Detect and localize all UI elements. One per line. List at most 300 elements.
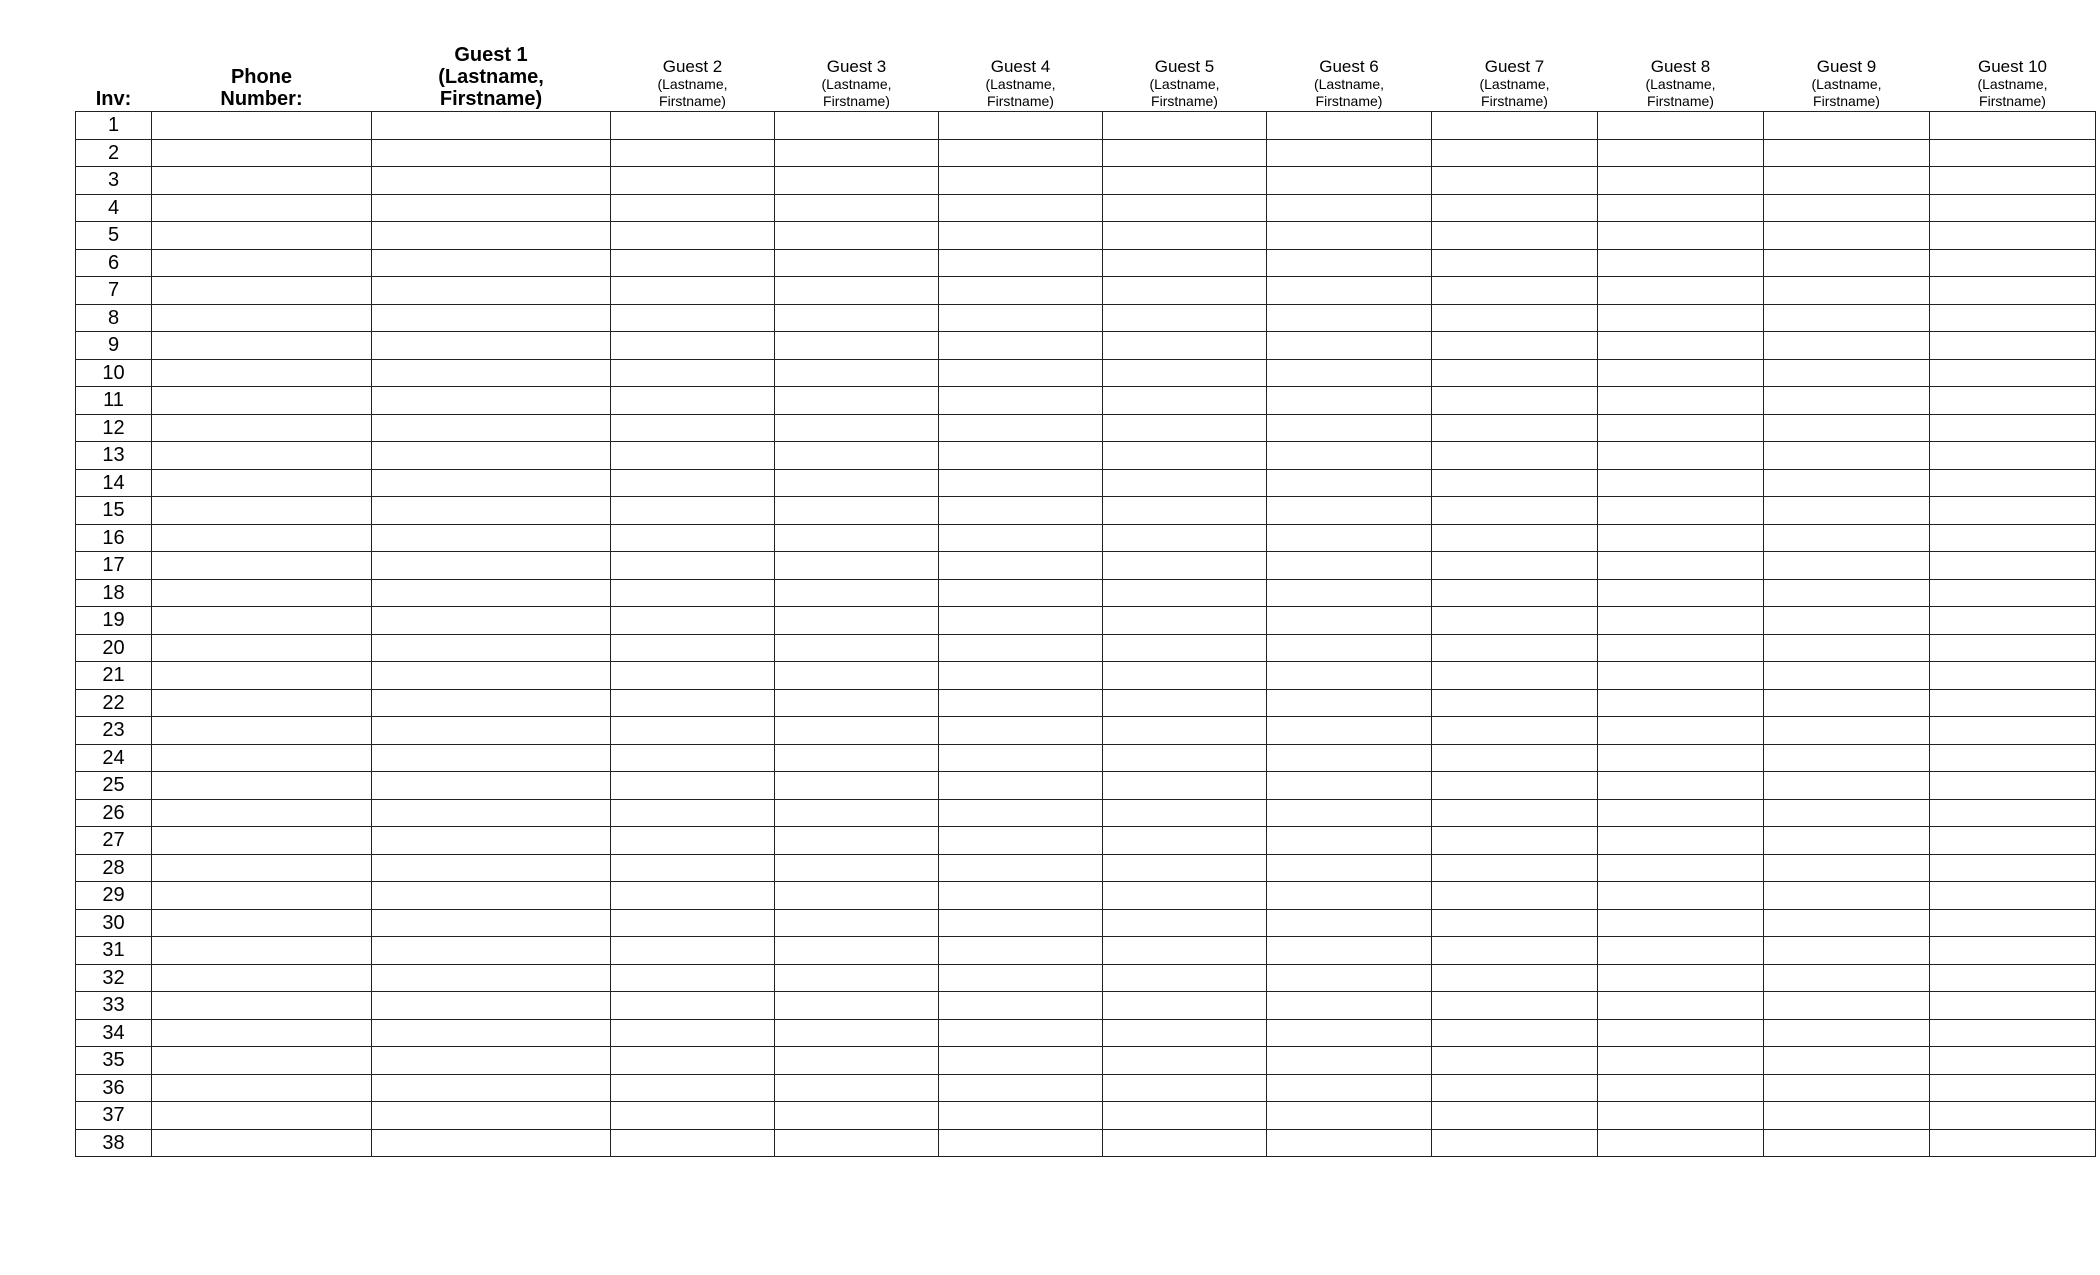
guest-cell[interactable] <box>1930 579 2096 607</box>
guest-cell[interactable] <box>775 1047 939 1075</box>
guest-cell[interactable] <box>1930 662 2096 690</box>
guest-cell[interactable] <box>1432 827 1598 855</box>
guest-cell[interactable] <box>1764 827 1930 855</box>
guest-cell[interactable] <box>1432 194 1598 222</box>
guest-cell[interactable] <box>1432 607 1598 635</box>
guest-cell[interactable] <box>775 524 939 552</box>
guest-cell[interactable] <box>1930 799 2096 827</box>
guest-cell[interactable] <box>1267 634 1432 662</box>
guest-cell[interactable] <box>1764 689 1930 717</box>
guest-cell[interactable] <box>1598 414 1764 442</box>
guest-cell[interactable] <box>775 744 939 772</box>
guest-cell[interactable] <box>1930 469 2096 497</box>
guest-cell[interactable] <box>1267 524 1432 552</box>
guest-cell[interactable] <box>939 442 1103 470</box>
guest-cell[interactable] <box>1432 772 1598 800</box>
guest-cell[interactable] <box>1267 937 1432 965</box>
guest-cell[interactable] <box>1103 1047 1267 1075</box>
phone-cell[interactable] <box>152 469 372 497</box>
guest-cell[interactable] <box>372 277 611 305</box>
guest-cell[interactable] <box>1764 607 1930 635</box>
guest-cell[interactable] <box>775 167 939 195</box>
guest-cell[interactable] <box>1432 854 1598 882</box>
guest-cell[interactable] <box>611 112 775 140</box>
guest-cell[interactable] <box>775 579 939 607</box>
guest-cell[interactable] <box>939 634 1103 662</box>
guest-cell[interactable] <box>1103 414 1267 442</box>
guest-cell[interactable] <box>775 799 939 827</box>
phone-cell[interactable] <box>152 387 372 415</box>
guest-cell[interactable] <box>1598 359 1764 387</box>
guest-cell[interactable] <box>775 332 939 360</box>
guest-cell[interactable] <box>1103 497 1267 525</box>
guest-cell[interactable] <box>939 799 1103 827</box>
guest-cell[interactable] <box>1103 827 1267 855</box>
phone-cell[interactable] <box>152 222 372 250</box>
guest-cell[interactable] <box>1598 1074 1764 1102</box>
guest-cell[interactable] <box>1267 992 1432 1020</box>
guest-cell[interactable] <box>1598 937 1764 965</box>
guest-cell[interactable] <box>1598 249 1764 277</box>
guest-cell[interactable] <box>1103 909 1267 937</box>
guest-cell[interactable] <box>1267 139 1432 167</box>
phone-cell[interactable] <box>152 607 372 635</box>
guest-cell[interactable] <box>372 194 611 222</box>
guest-cell[interactable] <box>1598 607 1764 635</box>
guest-cell[interactable] <box>1930 304 2096 332</box>
guest-cell[interactable] <box>611 634 775 662</box>
guest-cell[interactable] <box>1432 799 1598 827</box>
guest-cell[interactable] <box>1432 442 1598 470</box>
guest-cell[interactable] <box>939 1047 1103 1075</box>
guest-cell[interactable] <box>1764 387 1930 415</box>
guest-cell[interactable] <box>611 524 775 552</box>
guest-cell[interactable] <box>611 717 775 745</box>
guest-cell[interactable] <box>775 937 939 965</box>
guest-cell[interactable] <box>1432 717 1598 745</box>
guest-cell[interactable] <box>1598 552 1764 580</box>
guest-cell[interactable] <box>1764 139 1930 167</box>
guest-cell[interactable] <box>611 304 775 332</box>
phone-cell[interactable] <box>152 414 372 442</box>
guest-cell[interactable] <box>775 772 939 800</box>
guest-cell[interactable] <box>1764 552 1930 580</box>
guest-cell[interactable] <box>1764 964 1930 992</box>
guest-cell[interactable] <box>1764 717 1930 745</box>
guest-cell[interactable] <box>1267 1019 1432 1047</box>
guest-cell[interactable] <box>372 1102 611 1130</box>
guest-cell[interactable] <box>611 607 775 635</box>
guest-cell[interactable] <box>372 992 611 1020</box>
guest-cell[interactable] <box>1267 772 1432 800</box>
guest-cell[interactable] <box>372 222 611 250</box>
guest-cell[interactable] <box>1764 112 1930 140</box>
guest-cell[interactable] <box>1598 579 1764 607</box>
guest-cell[interactable] <box>1103 772 1267 800</box>
guest-cell[interactable] <box>372 772 611 800</box>
guest-cell[interactable] <box>1598 222 1764 250</box>
guest-cell[interactable] <box>611 359 775 387</box>
guest-cell[interactable] <box>1598 882 1764 910</box>
guest-cell[interactable] <box>1930 634 2096 662</box>
guest-cell[interactable] <box>1930 909 2096 937</box>
guest-cell[interactable] <box>1930 607 2096 635</box>
phone-cell[interactable] <box>152 139 372 167</box>
guest-cell[interactable] <box>611 1102 775 1130</box>
guest-cell[interactable] <box>611 1047 775 1075</box>
guest-cell[interactable] <box>1930 387 2096 415</box>
guest-cell[interactable] <box>939 332 1103 360</box>
guest-cell[interactable] <box>1103 552 1267 580</box>
phone-cell[interactable] <box>152 992 372 1020</box>
guest-cell[interactable] <box>939 579 1103 607</box>
phone-cell[interactable] <box>152 634 372 662</box>
guest-cell[interactable] <box>1598 304 1764 332</box>
guest-cell[interactable] <box>1930 497 2096 525</box>
guest-cell[interactable] <box>372 442 611 470</box>
guest-cell[interactable] <box>1103 882 1267 910</box>
guest-cell[interactable] <box>1598 277 1764 305</box>
guest-cell[interactable] <box>1930 524 2096 552</box>
guest-cell[interactable] <box>1267 194 1432 222</box>
guest-cell[interactable] <box>1267 222 1432 250</box>
guest-cell[interactable] <box>611 277 775 305</box>
guest-cell[interactable] <box>775 304 939 332</box>
guest-cell[interactable] <box>1267 249 1432 277</box>
guest-cell[interactable] <box>939 937 1103 965</box>
guest-cell[interactable] <box>372 249 611 277</box>
guest-cell[interactable] <box>1764 1047 1930 1075</box>
guest-cell[interactable] <box>1267 607 1432 635</box>
guest-cell[interactable] <box>372 827 611 855</box>
guest-cell[interactable] <box>1432 1074 1598 1102</box>
guest-cell[interactable] <box>1432 909 1598 937</box>
guest-cell[interactable] <box>939 167 1103 195</box>
guest-cell[interactable] <box>1267 717 1432 745</box>
phone-cell[interactable] <box>152 827 372 855</box>
guest-cell[interactable] <box>775 442 939 470</box>
guest-cell[interactable] <box>372 717 611 745</box>
guest-cell[interactable] <box>939 222 1103 250</box>
guest-cell[interactable] <box>1930 1047 2096 1075</box>
guest-cell[interactable] <box>1267 552 1432 580</box>
guest-cell[interactable] <box>775 882 939 910</box>
guest-cell[interactable] <box>611 497 775 525</box>
guest-cell[interactable] <box>939 992 1103 1020</box>
guest-cell[interactable] <box>1103 249 1267 277</box>
guest-cell[interactable] <box>1103 139 1267 167</box>
guest-cell[interactable] <box>372 937 611 965</box>
guest-cell[interactable] <box>775 1019 939 1047</box>
guest-cell[interactable] <box>775 552 939 580</box>
phone-cell[interactable] <box>152 442 372 470</box>
phone-cell[interactable] <box>152 689 372 717</box>
guest-cell[interactable] <box>939 194 1103 222</box>
guest-cell[interactable] <box>611 139 775 167</box>
guest-cell[interactable] <box>1103 277 1267 305</box>
guest-cell[interactable] <box>775 964 939 992</box>
phone-cell[interactable] <box>152 1074 372 1102</box>
guest-cell[interactable] <box>1930 964 2096 992</box>
guest-cell[interactable] <box>1764 799 1930 827</box>
guest-cell[interactable] <box>1930 359 2096 387</box>
guest-cell[interactable] <box>1432 387 1598 415</box>
guest-cell[interactable] <box>611 992 775 1020</box>
guest-cell[interactable] <box>1103 854 1267 882</box>
phone-cell[interactable] <box>152 744 372 772</box>
guest-cell[interactable] <box>1764 579 1930 607</box>
guest-cell[interactable] <box>939 689 1103 717</box>
guest-cell[interactable] <box>1103 359 1267 387</box>
guest-cell[interactable] <box>1432 937 1598 965</box>
guest-cell[interactable] <box>939 359 1103 387</box>
guest-cell[interactable] <box>1267 387 1432 415</box>
guest-cell[interactable] <box>1432 359 1598 387</box>
guest-cell[interactable] <box>1267 882 1432 910</box>
guest-cell[interactable] <box>1432 634 1598 662</box>
guest-cell[interactable] <box>372 359 611 387</box>
guest-cell[interactable] <box>1598 469 1764 497</box>
guest-cell[interactable] <box>1598 717 1764 745</box>
guest-cell[interactable] <box>1764 469 1930 497</box>
guest-cell[interactable] <box>1930 772 2096 800</box>
guest-cell[interactable] <box>939 277 1103 305</box>
guest-cell[interactable] <box>1598 992 1764 1020</box>
guest-cell[interactable] <box>1432 1129 1598 1157</box>
guest-cell[interactable] <box>1103 222 1267 250</box>
guest-cell[interactable] <box>775 909 939 937</box>
guest-cell[interactable] <box>611 799 775 827</box>
guest-cell[interactable] <box>1598 827 1764 855</box>
guest-cell[interactable] <box>1432 964 1598 992</box>
guest-cell[interactable] <box>372 1047 611 1075</box>
guest-cell[interactable] <box>939 827 1103 855</box>
guest-cell[interactable] <box>1432 882 1598 910</box>
guest-cell[interactable] <box>1598 964 1764 992</box>
guest-cell[interactable] <box>775 1129 939 1157</box>
phone-cell[interactable] <box>152 717 372 745</box>
guest-cell[interactable] <box>1267 1102 1432 1130</box>
guest-cell[interactable] <box>372 882 611 910</box>
guest-cell[interactable] <box>611 387 775 415</box>
guest-cell[interactable] <box>1103 194 1267 222</box>
phone-cell[interactable] <box>152 277 372 305</box>
guest-cell[interactable] <box>939 1019 1103 1047</box>
guest-cell[interactable] <box>1103 937 1267 965</box>
guest-cell[interactable] <box>1764 359 1930 387</box>
guest-cell[interactable] <box>939 744 1103 772</box>
guest-cell[interactable] <box>1930 1019 2096 1047</box>
guest-cell[interactable] <box>1432 689 1598 717</box>
guest-cell[interactable] <box>1598 167 1764 195</box>
guest-cell[interactable] <box>1598 854 1764 882</box>
guest-cell[interactable] <box>1930 744 2096 772</box>
guest-cell[interactable] <box>1267 332 1432 360</box>
guest-cell[interactable] <box>939 414 1103 442</box>
guest-cell[interactable] <box>1432 469 1598 497</box>
guest-cell[interactable] <box>611 689 775 717</box>
guest-cell[interactable] <box>611 1074 775 1102</box>
guest-cell[interactable] <box>775 689 939 717</box>
guest-cell[interactable] <box>1103 524 1267 552</box>
guest-cell[interactable] <box>775 194 939 222</box>
guest-cell[interactable] <box>775 112 939 140</box>
guest-cell[interactable] <box>1598 772 1764 800</box>
guest-cell[interactable] <box>939 717 1103 745</box>
guest-cell[interactable] <box>1764 772 1930 800</box>
guest-cell[interactable] <box>775 854 939 882</box>
guest-cell[interactable] <box>939 387 1103 415</box>
guest-cell[interactable] <box>775 414 939 442</box>
guest-cell[interactable] <box>775 249 939 277</box>
guest-cell[interactable] <box>611 1019 775 1047</box>
guest-cell[interactable] <box>939 964 1103 992</box>
guest-cell[interactable] <box>372 387 611 415</box>
guest-cell[interactable] <box>1432 579 1598 607</box>
guest-cell[interactable] <box>372 469 611 497</box>
guest-cell[interactable] <box>1930 332 2096 360</box>
guest-cell[interactable] <box>1103 112 1267 140</box>
phone-cell[interactable] <box>152 359 372 387</box>
guest-cell[interactable] <box>1764 937 1930 965</box>
guest-cell[interactable] <box>372 689 611 717</box>
guest-cell[interactable] <box>1267 854 1432 882</box>
guest-cell[interactable] <box>939 1129 1103 1157</box>
guest-cell[interactable] <box>1930 1129 2096 1157</box>
guest-cell[interactable] <box>372 662 611 690</box>
guest-cell[interactable] <box>611 909 775 937</box>
guest-cell[interactable] <box>1930 277 2096 305</box>
guest-cell[interactable] <box>1103 469 1267 497</box>
guest-cell[interactable] <box>372 1074 611 1102</box>
guest-cell[interactable] <box>775 359 939 387</box>
guest-cell[interactable] <box>1764 249 1930 277</box>
guest-cell[interactable] <box>775 469 939 497</box>
guest-cell[interactable] <box>939 1074 1103 1102</box>
guest-cell[interactable] <box>1930 552 2096 580</box>
guest-cell[interactable] <box>775 222 939 250</box>
guest-cell[interactable] <box>611 744 775 772</box>
guest-cell[interactable] <box>1432 414 1598 442</box>
guest-cell[interactable] <box>775 827 939 855</box>
guest-cell[interactable] <box>1103 1102 1267 1130</box>
guest-cell[interactable] <box>372 1019 611 1047</box>
phone-cell[interactable] <box>152 194 372 222</box>
guest-cell[interactable] <box>1930 167 2096 195</box>
guest-cell[interactable] <box>1103 1074 1267 1102</box>
guest-cell[interactable] <box>775 497 939 525</box>
guest-cell[interactable] <box>1103 304 1267 332</box>
guest-cell[interactable] <box>1432 167 1598 195</box>
guest-cell[interactable] <box>1103 387 1267 415</box>
guest-cell[interactable] <box>939 607 1103 635</box>
guest-cell[interactable] <box>1764 662 1930 690</box>
guest-cell[interactable] <box>611 442 775 470</box>
guest-cell[interactable] <box>1598 139 1764 167</box>
phone-cell[interactable] <box>152 167 372 195</box>
guest-cell[interactable] <box>775 387 939 415</box>
guest-cell[interactable] <box>1103 579 1267 607</box>
guest-cell[interactable] <box>611 332 775 360</box>
guest-cell[interactable] <box>1267 442 1432 470</box>
guest-cell[interactable] <box>1103 1019 1267 1047</box>
guest-cell[interactable] <box>1432 277 1598 305</box>
guest-cell[interactable] <box>939 304 1103 332</box>
guest-cell[interactable] <box>1930 222 2096 250</box>
guest-cell[interactable] <box>1764 414 1930 442</box>
guest-cell[interactable] <box>611 414 775 442</box>
guest-cell[interactable] <box>939 662 1103 690</box>
guest-cell[interactable] <box>1432 524 1598 552</box>
guest-cell[interactable] <box>1598 112 1764 140</box>
guest-cell[interactable] <box>1930 442 2096 470</box>
guest-cell[interactable] <box>611 937 775 965</box>
guest-cell[interactable] <box>775 277 939 305</box>
guest-cell[interactable] <box>1764 744 1930 772</box>
guest-cell[interactable] <box>1267 579 1432 607</box>
guest-cell[interactable] <box>1103 1129 1267 1157</box>
phone-cell[interactable] <box>152 882 372 910</box>
guest-cell[interactable] <box>775 662 939 690</box>
guest-cell[interactable] <box>611 579 775 607</box>
guest-cell[interactable] <box>775 717 939 745</box>
guest-cell[interactable] <box>1432 112 1598 140</box>
guest-cell[interactable] <box>939 497 1103 525</box>
guest-cell[interactable] <box>1267 497 1432 525</box>
guest-cell[interactable] <box>1432 662 1598 690</box>
guest-cell[interactable] <box>1598 387 1764 415</box>
phone-cell[interactable] <box>152 662 372 690</box>
guest-cell[interactable] <box>1598 497 1764 525</box>
guest-cell[interactable] <box>939 249 1103 277</box>
guest-cell[interactable] <box>372 634 611 662</box>
guest-cell[interactable] <box>1930 194 2096 222</box>
guest-cell[interactable] <box>1432 744 1598 772</box>
guest-cell[interactable] <box>372 799 611 827</box>
guest-cell[interactable] <box>775 607 939 635</box>
phone-cell[interactable] <box>152 579 372 607</box>
guest-cell[interactable] <box>1764 167 1930 195</box>
guest-cell[interactable] <box>1930 112 2096 140</box>
phone-cell[interactable] <box>152 799 372 827</box>
guest-cell[interactable] <box>372 497 611 525</box>
guest-cell[interactable] <box>372 909 611 937</box>
guest-cell[interactable] <box>1764 992 1930 1020</box>
guest-cell[interactable] <box>1764 497 1930 525</box>
guest-cell[interactable] <box>1930 717 2096 745</box>
guest-cell[interactable] <box>1267 414 1432 442</box>
guest-cell[interactable] <box>1764 1102 1930 1130</box>
guest-cell[interactable] <box>1432 1102 1598 1130</box>
phone-cell[interactable] <box>152 964 372 992</box>
guest-cell[interactable] <box>1267 167 1432 195</box>
guest-cell[interactable] <box>1103 442 1267 470</box>
guest-cell[interactable] <box>939 1102 1103 1130</box>
guest-cell[interactable] <box>1764 854 1930 882</box>
guest-cell[interactable] <box>1103 799 1267 827</box>
guest-cell[interactable] <box>1598 909 1764 937</box>
guest-cell[interactable] <box>1598 799 1764 827</box>
guest-cell[interactable] <box>1930 139 2096 167</box>
guest-cell[interactable] <box>372 607 611 635</box>
guest-cell[interactable] <box>372 332 611 360</box>
guest-cell[interactable] <box>372 552 611 580</box>
guest-cell[interactable] <box>1267 1074 1432 1102</box>
guest-cell[interactable] <box>611 854 775 882</box>
guest-cell[interactable] <box>1598 634 1764 662</box>
guest-cell[interactable] <box>775 992 939 1020</box>
guest-cell[interactable] <box>939 909 1103 937</box>
